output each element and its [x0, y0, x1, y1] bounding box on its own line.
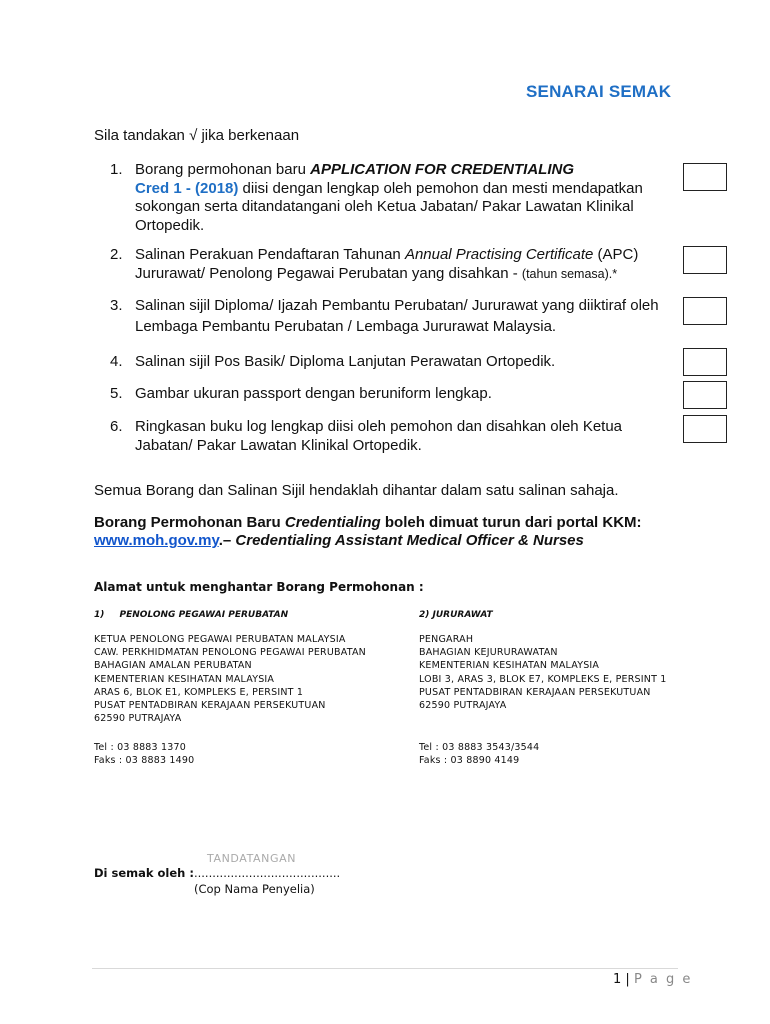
download-sep: .– [218, 532, 236, 549]
address-line: CAW. PERKHIDMATAN PENOLONG PEGAWAI PERUBATAN [94, 647, 366, 659]
address-line: PUSAT PENTADBIRAN KERAJAAN PERSEKUTUAN [94, 700, 326, 712]
footer-divider [92, 968, 678, 969]
checkbox-item-1[interactable] [683, 163, 727, 191]
item-emphasis: Annual Practising Certificate [404, 246, 594, 263]
item-text: Salinan Perakuan Pendaftaran Tahunan [135, 246, 405, 263]
contact-block-2 [419, 741, 539, 767]
download-text: Borang Permohonan Baru [94, 514, 285, 531]
item-number: 4. [110, 353, 123, 370]
checkbox-item-6[interactable] [683, 415, 727, 443]
checkbox-item-4[interactable] [683, 348, 727, 376]
checkbox-item-3[interactable] [683, 297, 727, 325]
item-text: Salinan sijil Pos Basik/ Diploma Lanjutan Perawatan Ortopedik. [135, 353, 556, 370]
address-line: 62590 PUTRAJAYA [94, 713, 182, 725]
signature-line: ........................................ [193, 866, 341, 880]
download-text-cont: boleh dimuat turun dari portal KKM: [380, 514, 642, 531]
checkbox-item-2[interactable] [683, 246, 727, 274]
item-number: 6. [110, 418, 123, 435]
checklist-item-3 [110, 295, 670, 337]
footer-separator: | [621, 972, 634, 987]
column-2-heading: 2) JURURAWAT [419, 610, 493, 620]
contact-block-1 [94, 741, 194, 767]
address-line: KEMENTERIAN KESIHATAN MALAYSIA [419, 660, 600, 672]
page-title: SENARAI SEMAK [526, 82, 672, 101]
download-info [94, 514, 642, 550]
address-line: 62590 PUTRAJAYA [419, 700, 507, 712]
form-code: Cred 1 - (2018) [135, 179, 239, 197]
portal-link[interactable]: www.moh.gov.my [94, 532, 219, 549]
address-line: KEMENTERIAN KESIHATAN MALAYSIA [94, 673, 275, 685]
checked-by-label: Di semak oleh : [94, 866, 194, 880]
fax-number: Faks : 03 8883 1490 [94, 755, 195, 767]
page-number: 1 [613, 972, 622, 987]
address-block-2 [419, 633, 667, 712]
phone-number: Tel : 03 8883 3543/3544 [419, 742, 540, 753]
address-line: BAHAGIAN AMALAN PERUBATAN [94, 660, 252, 672]
address-block-1 [94, 633, 366, 725]
supervisor-stamp-label: (Cop Nama Penyelia) [194, 882, 315, 896]
item-text: Gambar ukuran passport dengan beruniform lengkap. [135, 385, 492, 402]
checklist-item-1 [110, 161, 670, 235]
column-1-title: PENOLONG PEGAWAI PERUBATAN [119, 610, 289, 620]
address-line: PUSAT PENTADBIRAN KERAJAAN PERSEKUTUAN [419, 686, 651, 698]
item-number: 3. [110, 297, 123, 314]
page-label: P a g e [633, 972, 693, 987]
item-text-cont: (APC) Jururawat/ Penolong Pegawai Perubatan yang disahkan - [135, 246, 639, 282]
item-text-cont: diisi dengan lengkap oleh pemohon dan mesti mendapatkan sokongan serta ditandatangani oleh Ketua Jabatan/ Pakar Lawatan Klinikal Ortopedik. [135, 179, 643, 234]
download-portal-section: Credentialing Assistant Medical Officer & Nurses [235, 532, 584, 549]
item-text: Salinan sijil Diploma/ Ijazah Pembantu Perubatan/ Jururawat yang diiktiraf oleh Lembaga Pembantu Perubatan / Lembaga Jururawat Malaysia. [135, 297, 659, 335]
page-footer [613, 972, 692, 987]
address-line: BAHAGIAN KEJURURAWATAN [419, 647, 558, 659]
item-number: 2. [110, 246, 123, 263]
instruction-text: Sila tandakan √ jika berkenaan [94, 127, 300, 144]
address-line: ARAS 6, BLOK E1, KOMPLEKS E, PERSINT 1 [94, 686, 304, 698]
checklist-item-2 [110, 246, 670, 283]
download-emphasis: Credentialing [284, 514, 381, 531]
item-number: 5. [110, 385, 123, 402]
checked-by [94, 866, 340, 880]
item-text: Borang permohonan baru [135, 161, 311, 178]
checklist-item-4 [110, 353, 670, 372]
item-text: Ringkasan buku log lengkap diisi oleh pemohon dan disahkan oleh Ketua Jabatan/ Pakar Lawatan Klinikal Ortopedik. [135, 418, 623, 454]
column-1-number: 1) [94, 610, 105, 620]
item-note: (tahun semasa).* [521, 266, 618, 281]
submission-note: Semua Borang dan Salinan Sijil hendaklah dihantar dalam satu salinan sahaja. [94, 482, 619, 499]
checklist-item-5 [110, 385, 670, 404]
address-heading: Alamat untuk menghantar Borang Permohonan : [94, 580, 424, 594]
item-emphasis: APPLICATION FOR CREDENTIALING [310, 161, 575, 178]
address-line: LOBI 3, ARAS 3, BLOK E7, KOMPLEKS E, PERSINT 1 [419, 673, 667, 685]
fax-number: Faks : 03 8890 4149 [419, 755, 520, 767]
checkbox-item-5[interactable] [683, 381, 727, 409]
column-1-heading [94, 610, 288, 620]
checklist-item-6 [110, 418, 670, 455]
item-number: 1. [110, 161, 123, 178]
address-line: KETUA PENOLONG PEGAWAI PERUBATAN MALAYSIA [94, 634, 346, 645]
address-line: PENGARAH [419, 634, 474, 645]
phone-number: Tel : 03 8883 1370 [94, 742, 186, 753]
signature-label: TANDATANGAN [207, 852, 297, 865]
